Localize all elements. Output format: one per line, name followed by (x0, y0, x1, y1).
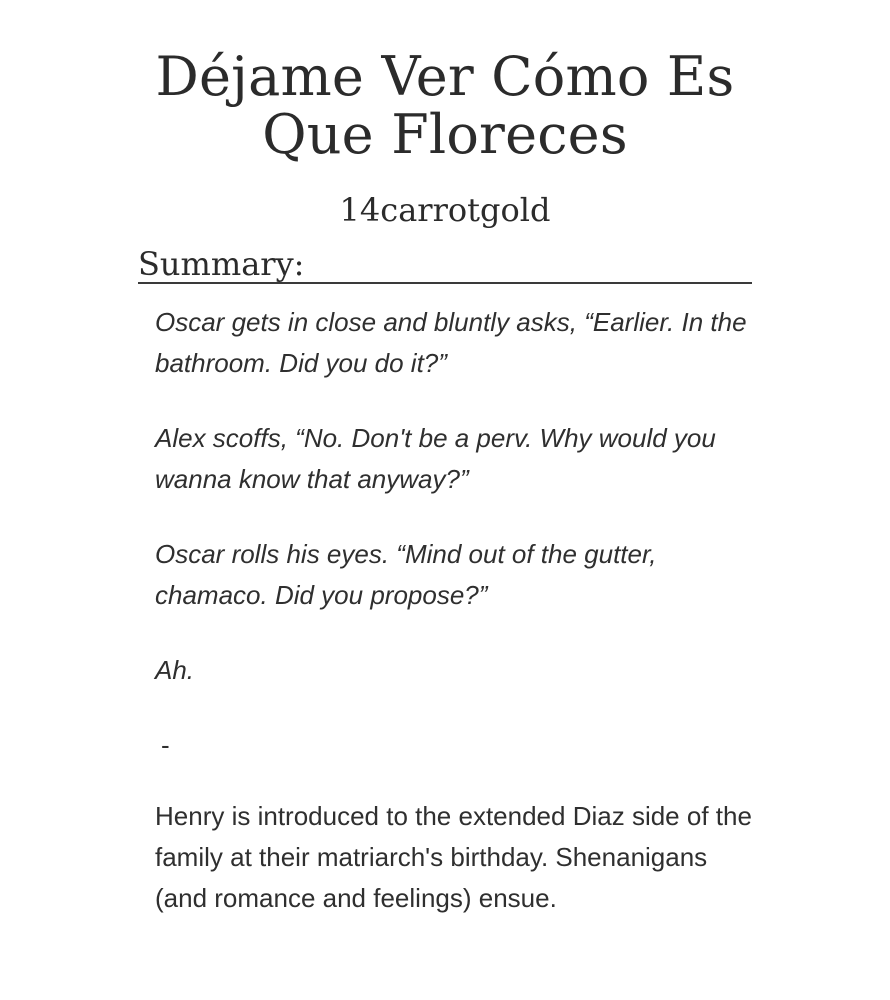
summary-paragraph: Alex scoffs, “No. Don't be a perv. Why would you wanna know that anyway?” (155, 423, 716, 494)
summary-heading: Summary: (138, 244, 752, 284)
summary-paragraph: Oscar gets in close and bluntly asks, “Earlier. In the bathroom. Did you do it?” (155, 307, 747, 378)
summary-paragraph: Oscar rolls his eyes. “Mind out of the gutter, chamaco. Did you propose?” (155, 539, 657, 610)
work-title: Déjame Ver Cómo Es Que Floreces (155, 45, 735, 166)
author-name[interactable]: 14carrotgold (339, 191, 551, 229)
summary-paragraph: Henry is introduced to the extended Diaz side of the family at their matriarch's birthday. Shenanigans (and romance and feelings) ensue. (155, 801, 752, 913)
summary-paragraph: Ah. (155, 655, 195, 685)
section-separator: - (161, 730, 170, 760)
summary-body (155, 302, 755, 953)
